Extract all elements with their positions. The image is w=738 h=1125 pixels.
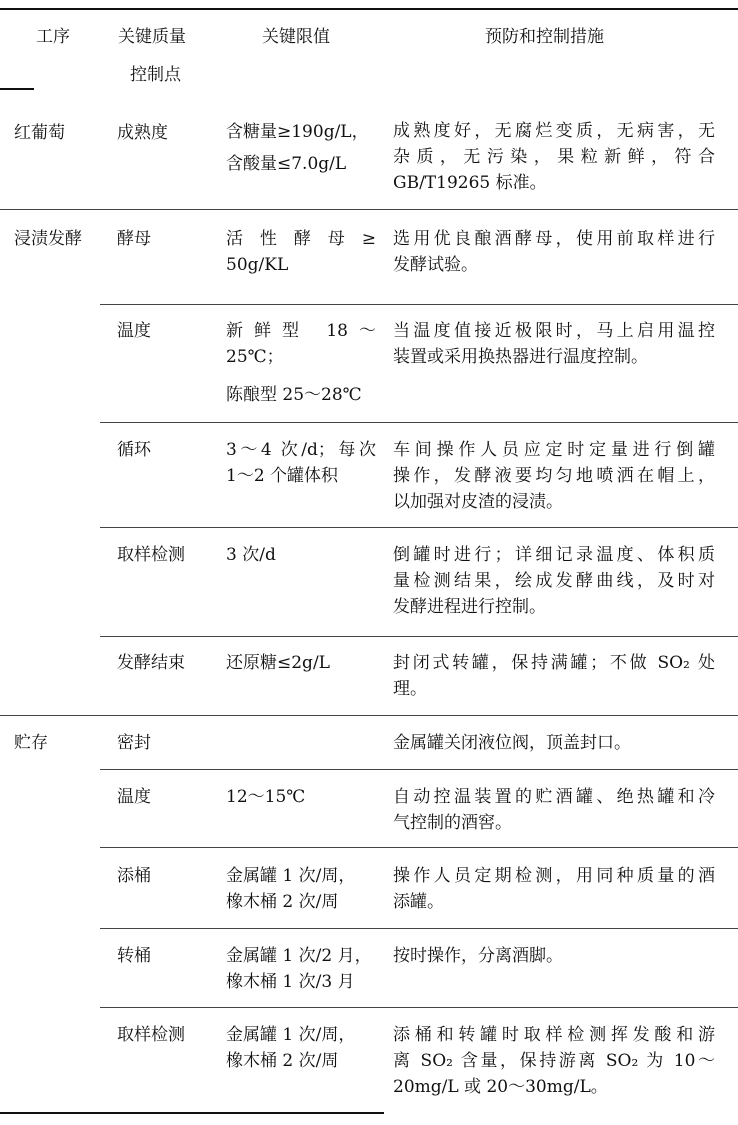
header-qcp-line2: 控制点	[130, 65, 181, 85]
measures-line: 选用优良酿酒酵母，使用前取样进行	[393, 229, 715, 249]
group-divider	[0, 715, 738, 716]
measures-line: 添桶和转罐时取样检测挥发酸和游	[393, 1025, 715, 1045]
measures-cell	[393, 863, 715, 915]
group-divider	[0, 209, 738, 210]
limit-line: 陈酿型 25～28℃	[226, 385, 362, 405]
measures-line: 添罐。	[393, 892, 444, 912]
process-cell: 浸渍发酵	[14, 229, 82, 249]
measures-line: 杂质，无污染，果粒新鲜，符合	[393, 147, 715, 167]
measures-cell	[393, 784, 715, 836]
measures-cell	[393, 318, 715, 370]
measures-line: 发酵试验。	[393, 255, 478, 275]
control-point-cell: 添桶	[117, 866, 151, 886]
measures-cell	[393, 1022, 715, 1100]
limit-line: 橡木桶 2 次/周	[226, 892, 339, 912]
measures-cell	[393, 226, 715, 278]
header-process: 工序	[36, 27, 70, 47]
control-point-cell: 酵母	[117, 229, 151, 249]
header-limit: 关键限值	[262, 27, 330, 47]
limit-line: 新鲜型 18～	[226, 321, 376, 341]
measures-line: 自动控温装置的贮酒罐、绝热罐和冷	[393, 787, 715, 807]
measures-line: 按时操作，分离酒脚。	[393, 946, 563, 966]
process-cell: 贮存	[14, 733, 48, 753]
measures-cell	[393, 118, 715, 196]
limit-cell	[226, 943, 372, 995]
measures-line: 量检测结果，绘成发酵曲线，及时对	[393, 571, 715, 591]
control-point-cell: 发酵结束	[117, 653, 185, 673]
measures-line: 装置或采用换热器进行温度控制。	[393, 347, 648, 367]
measures-line: 车间操作人员应定时定量进行倒罐	[393, 440, 715, 460]
measures-line: 以加强对皮渣的浸渍。	[393, 492, 563, 512]
measures-cell	[393, 542, 715, 620]
row-divider	[100, 304, 738, 305]
measures-line: 金属罐关闭液位阀，顶盖封口。	[393, 733, 631, 753]
measures-line: 倒罐时进行；详细记录温度、体积质	[393, 545, 715, 565]
measures-line: 20mg/L 或 20～30mg/L。	[393, 1077, 608, 1097]
limit-line: 50g/KL	[226, 255, 289, 275]
table-bottom-rule	[0, 1112, 384, 1114]
limit-line: 活性酵母≥	[226, 229, 376, 249]
limit-line: 1～2 个罐体积	[226, 466, 339, 486]
limit-line: 还原糖≤2g/L	[226, 653, 330, 673]
row-divider	[100, 636, 738, 637]
measures-line: 离 SO₂ 含量，保持游离 SO₂ 为 10～	[393, 1051, 715, 1071]
limit-line: 橡木桶 2 次/周	[226, 1051, 339, 1071]
measures-line: 当温度值接近极限时，马上启用温控	[393, 321, 715, 341]
measures-line: 操作，发酵液要均匀地喷洒在帽上，	[393, 466, 715, 486]
limit-line: 金属罐 1 次/2 月，	[226, 946, 372, 966]
limit-cell	[226, 650, 330, 676]
header-qcp-line1: 关键质量	[118, 27, 186, 47]
limit-cell	[226, 542, 276, 568]
limit-line: 橡木桶 1 次/3 月	[226, 972, 355, 992]
control-point-cell: 取样检测	[117, 1025, 185, 1045]
row-divider	[100, 769, 738, 770]
measures-line: GB/T19265 标准。	[393, 173, 547, 193]
row-divider	[100, 928, 738, 929]
measures-cell	[393, 943, 715, 969]
limit-line: 含酸量≤7.0g/L	[226, 154, 347, 174]
limit-cell	[226, 437, 376, 489]
control-point-cell: 温度	[117, 787, 151, 807]
process-cell: 红葡萄	[14, 123, 65, 143]
limit-cell	[226, 784, 305, 810]
limit-line: 金属罐 1 次/周，	[226, 866, 356, 886]
row-divider	[100, 422, 738, 423]
limit-cell	[226, 318, 376, 408]
control-point-cell: 密封	[117, 733, 151, 753]
header-measures: 预防和控制措施	[485, 27, 604, 47]
limit-cell	[226, 226, 376, 278]
limit-line: 25℃；	[226, 347, 284, 367]
measures-line: 成熟度好，无腐烂变质，无病害，无	[393, 121, 715, 141]
table-top-rule	[0, 8, 738, 10]
measures-line: 封闭式转罐，保持满罐；不做 SO₂ 处	[393, 653, 715, 673]
limit-line: 金属罐 1 次/周，	[226, 1025, 356, 1045]
control-point-cell: 温度	[117, 321, 151, 341]
limit-line: 3～4 次/d；每次	[226, 440, 376, 460]
limit-line: 含糖量≥190g/L，	[226, 122, 369, 142]
limit-line: 12～15℃	[226, 787, 306, 807]
limit-line: 3 次/d	[226, 545, 276, 565]
measures-line: 发酵进程进行控制。	[393, 597, 546, 617]
header-bottom-rule	[0, 88, 34, 90]
measures-line: 理。	[393, 679, 427, 699]
row-divider	[100, 847, 738, 848]
measures-cell	[393, 650, 715, 702]
control-point-cell: 成熟度	[117, 123, 168, 143]
limit-cell	[226, 1022, 355, 1074]
limit-cell	[226, 116, 369, 180]
measures-line: 操作人员定期检测，用同种质量的酒	[393, 866, 715, 886]
row-divider	[100, 527, 738, 528]
limit-cell	[226, 863, 355, 915]
measures-line: 气控制的酒窖。	[393, 813, 512, 833]
control-point-cell: 循环	[117, 440, 151, 460]
control-point-cell: 取样检测	[117, 545, 185, 565]
measures-cell	[393, 730, 715, 756]
row-divider	[100, 1007, 738, 1008]
control-point-cell: 转桶	[117, 946, 151, 966]
measures-cell	[393, 437, 715, 515]
